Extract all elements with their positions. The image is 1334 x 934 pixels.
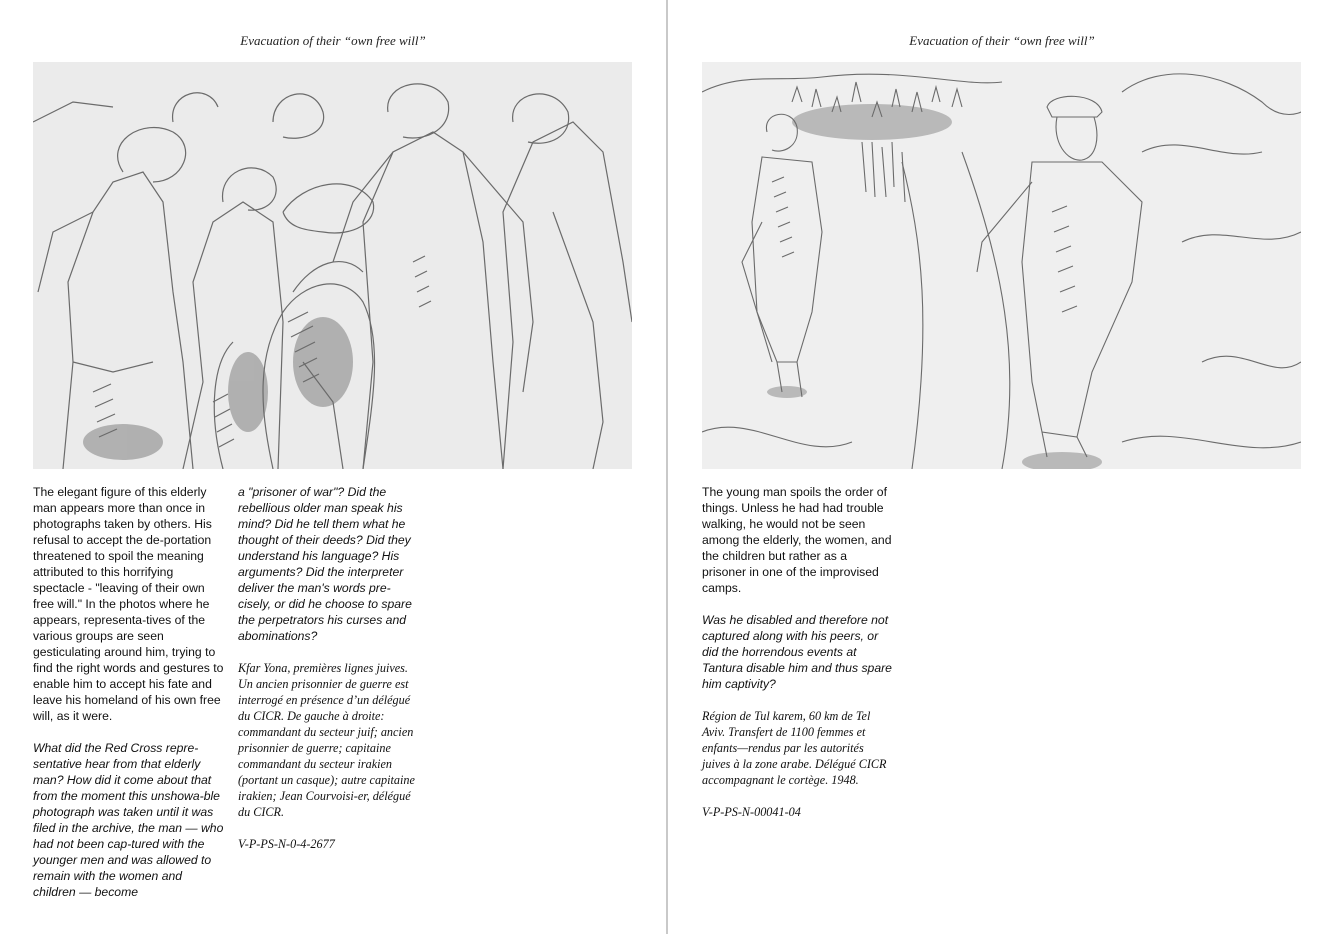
right-drawing-sketch: [702, 62, 1301, 469]
right-drawing: [702, 62, 1301, 469]
left-col2-paragraph-1: a "prisoner of war"? Did the rebellious older man speak his mind? Did he tell them what he thought of their deeds? Did they understand his language? His arguments? Did the interpreter deliver the man's words pre-cisely, or did he choose to spare the perpetrators his curses and abominations?: [238, 485, 412, 643]
left-running-header: Evacuation of their “own free will”: [240, 33, 426, 48]
left-col1-paragraph-2: What did the Red Cross repre-sentative hear from that elderly man? How did it come about that from the moment this unshowa-ble photograph was taken until it was filed in the archive, the man — who had not been cap-tured with the younger men and was allowed to remain with the women and children — become: [33, 741, 224, 899]
left-drawing: [33, 62, 632, 469]
right-col1-paragraph-2: Was he disabled and therefore not captured along with his peers, or did the horrendous events at Tantura disable him and thus spare him captivity?: [702, 613, 892, 691]
left-column-1: [33, 484, 228, 916]
left-column-2: [238, 484, 423, 868]
left-drawing-sketch: [33, 62, 632, 469]
left-col1-paragraph-1: The elegant figure of this elderly man appears more than once in photographs taken by others. His refusal to accept the de-portation threatened to spoil the meaning attributed to this horrifying spectacle - "leaving of their own free will." In the photos where he appears, representa-tives of the various groups are seen gesticulating around him, trying to find the right words and gestures to enable him to accept his fate and leave his homeland of his own free will, as it were.: [33, 485, 224, 723]
left-caption: Kfar Yona, premières lignes juives. Un ancien prisonnier de guerre est interrogé en présence d’un délégué du CICR. De gauche à droite: commandant du secteur juif; ancien prisonnier de guerre; capitaine commandant du secteur irakien (portant un casque); autre capitaine irakien; Jean Courvoisi-er, délégué du CICR.: [238, 661, 415, 819]
right-column-1: [702, 484, 892, 836]
right-running-header: Evacuation of their “own free will”: [909, 33, 1095, 48]
right-archive-reference: V-P-PS-N-00041-04: [702, 805, 801, 819]
page-divider: [666, 0, 668, 934]
right-caption: Région de Tul karem, 60 km de Tel Aviv. Transfert de 1100 femmes et enfants—rendus par les autorités juives à la zone arabe. Délégué CICR accompagnant le cortège. 1948.: [702, 709, 887, 787]
right-col1-paragraph-1: The young man spoils the order of things. Unless he had had trouble walking, he would not be seen among the elderly, the women, and the children but rather as a prisoner in one of the improvised camps.: [702, 485, 892, 595]
left-archive-reference: V-P-PS-N-0-4-2677: [238, 837, 335, 851]
